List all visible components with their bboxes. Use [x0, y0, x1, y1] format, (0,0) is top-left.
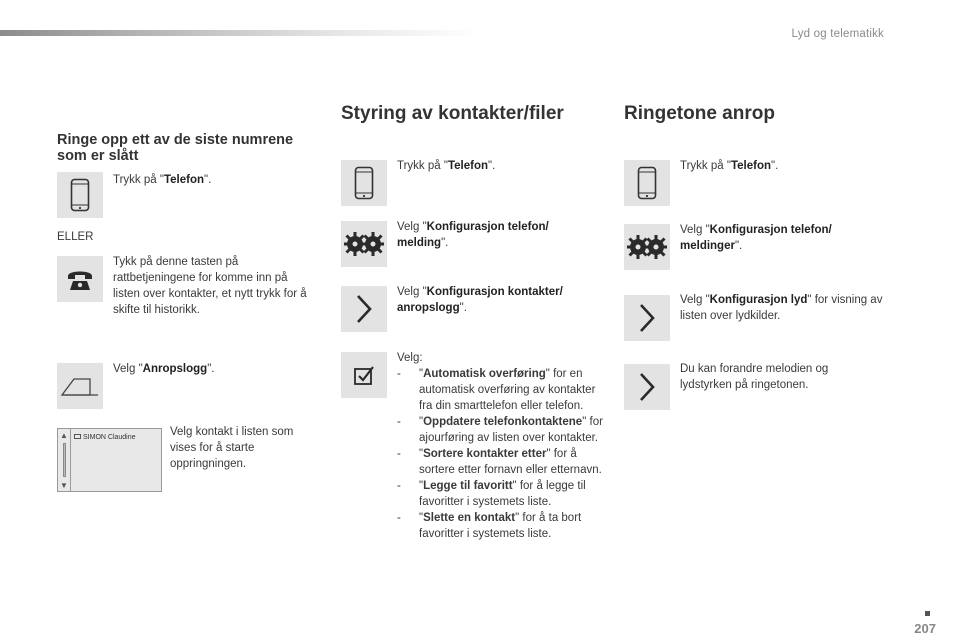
- phone-icon: [624, 160, 670, 206]
- handset-icon: [57, 256, 103, 302]
- options-list: [397, 366, 609, 542]
- chevron-right-icon: [624, 364, 670, 410]
- left-step2: Tykk på denne tasten på rattbetjeningene for komme inn på listen over kontakter, et nytt trykk for å skifte til historikk.: [113, 256, 307, 316]
- option-item: - "Slette en kontakt" for å ta bort favoritter i systemets liste.: [397, 512, 582, 540]
- right-heading: Ringetone anrop: [624, 103, 775, 124]
- section-title: Lyd og telematikk: [791, 28, 884, 40]
- settings-gears-icon: [624, 224, 670, 270]
- option-item: - "Sortere kontakter etter" for å sortere etter fornavn eller etternavn.: [397, 448, 602, 476]
- left-heading: Ringe opp ett av de siste numrene som er slått: [57, 132, 294, 164]
- or-label: ELLER: [57, 231, 94, 243]
- middle-step2: Velg "Konfigurasjon telefon/ melding".: [397, 221, 549, 249]
- phone-icon: [57, 172, 103, 218]
- option-item: - "Oppdatere telefonkontaktene" for ajourføring av listen over kontakter.: [397, 416, 603, 444]
- contact-icon: [74, 434, 81, 439]
- page-marker: [925, 611, 930, 616]
- right-step4: Du kan forandre melodien og lydstyrken på ringetonen.: [680, 363, 829, 391]
- option-item: - "Legge til favoritt" for å legge til favoritter i systemets liste.: [397, 480, 586, 508]
- middle-step4-intro: Velg:: [397, 352, 423, 364]
- scroll-down-icon[interactable]: ▼: [60, 481, 68, 490]
- settings-gears-icon: [341, 221, 387, 267]
- left-step4: Velg kontakt i listen som vises for å starte oppringningen.: [170, 426, 294, 470]
- right-step1: Trykk på "Telefon".: [680, 160, 779, 172]
- header-bar: [0, 30, 480, 36]
- checkbox-icon: [341, 352, 387, 398]
- scroll-track: [63, 443, 66, 477]
- call-log-icon: [57, 363, 103, 409]
- middle-step1: Trykk på "Telefon".: [397, 160, 496, 172]
- chevron-right-icon: [341, 286, 387, 332]
- scrollbar[interactable]: [58, 429, 71, 491]
- option-item: - "Automatisk overføring" for en automatisk overføring av kontakter fra din smarttelefon eller telefon.: [397, 368, 596, 412]
- phone-icon: [341, 160, 387, 206]
- middle-step3: Velg "Konfigurasjon kontakter/ anropslogg".: [397, 286, 563, 314]
- left-step3: Velg "Anropslogg".: [113, 363, 215, 375]
- right-step3: Velg "Konfigurasjon lyd" for visning av listen over lydkilder.: [680, 294, 883, 322]
- contact-list-item[interactable]: SIMON Claudine: [74, 432, 158, 443]
- scroll-up-icon[interactable]: ▲: [60, 431, 68, 440]
- right-step2: Velg "Konfigurasjon telefon/ meldinger".: [680, 224, 832, 252]
- middle-heading: Styring av kontakter/filer: [341, 103, 564, 124]
- left-step1: Trykk på "Telefon".: [113, 174, 212, 186]
- contact-list-screen: [57, 428, 162, 492]
- page-number: 207: [914, 621, 936, 636]
- chevron-right-icon: [624, 295, 670, 341]
